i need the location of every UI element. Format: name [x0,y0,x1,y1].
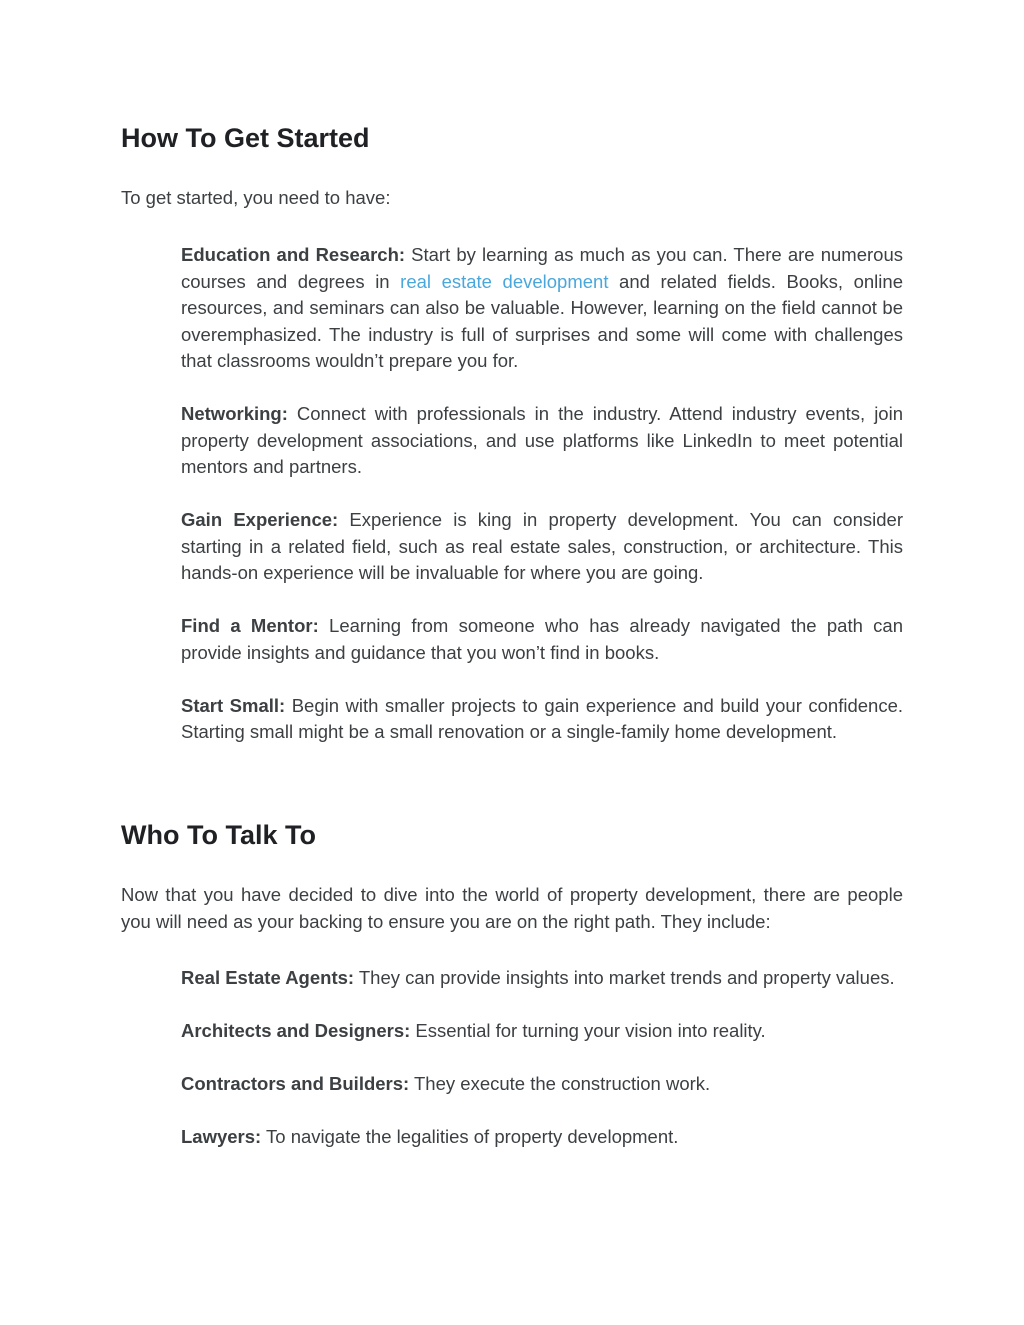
term-label: Gain Experience: [181,509,339,530]
item-text: Essential for turning your vision into reality. [410,1020,766,1041]
list-item-lawyers [181,1124,903,1151]
item-text: and related fields. Books, online resources, and seminars can also be valuable. However, learning on the field cannot be overemphasized. The industry is full of surprises and some will come with challenges that classrooms wouldn’t prepare you for. [181,270,903,371]
list-item-gain-experience [181,507,903,587]
item-text: Start by learning as much as you can. There are numerous courses and degrees in [181,244,903,292]
term-label: Real Estate Agents: [181,967,355,988]
section-heading-get-started: How To Get Started [121,123,370,153]
list-item-education [181,242,903,375]
item-text: Connect with professionals in the industry. Attend industry events, join property development associations, and use platforms like LinkedIn to meet potential mentors and partners. [181,403,903,477]
term-label: Architects and Designers: [181,1020,411,1041]
section-intro-get-started: To get started, you need to have: [121,187,391,208]
list-item-contractors [181,1071,903,1098]
list-item-find-mentor [181,613,903,666]
list-item-architects [181,1018,903,1045]
item-text: Begin with smaller projects to gain experience and build your confidence. Starting small might be a small renovation or a single-family home development. [181,694,903,742]
item-text: They execute the construction work. [409,1073,711,1094]
real-estate-development-link[interactable]: real estate development [400,270,609,292]
term-label: Find a Mentor: [181,615,319,636]
list-item-networking [181,401,903,481]
section-intro-who-to-talk-to: Now that you have decided to dive into the world of property development, there are people you will need as your backing to ensure you are on the right path. They include: [121,884,903,932]
section-heading-who-to-talk-to: Who To Talk To [121,820,316,850]
item-text: To navigate the legalities of property development. [261,1126,679,1147]
item-text: Learning from someone who has already navigated the path can provide insights and guidance that you won’t find in books. [181,615,904,663]
item-text: Experience is king in property development. You can consider starting in a related field, such as real estate sales, construction, or architecture. This hands-on experience will be invaluable for where you are going. [181,509,903,583]
list-item-start-small [181,693,903,746]
term-label: Networking: [181,403,288,424]
term-label: Lawyers: [181,1126,262,1147]
get-started-list [181,242,903,746]
list-item-real-estate-agents [181,965,903,992]
term-label: Education and Research: [181,244,406,265]
item-text: They can provide insights into market trends and property values. [354,967,895,988]
term-label: Start Small: [181,694,286,716]
term-label: Contractors and Builders: [181,1073,410,1094]
who-to-talk-to-list [181,965,903,1151]
